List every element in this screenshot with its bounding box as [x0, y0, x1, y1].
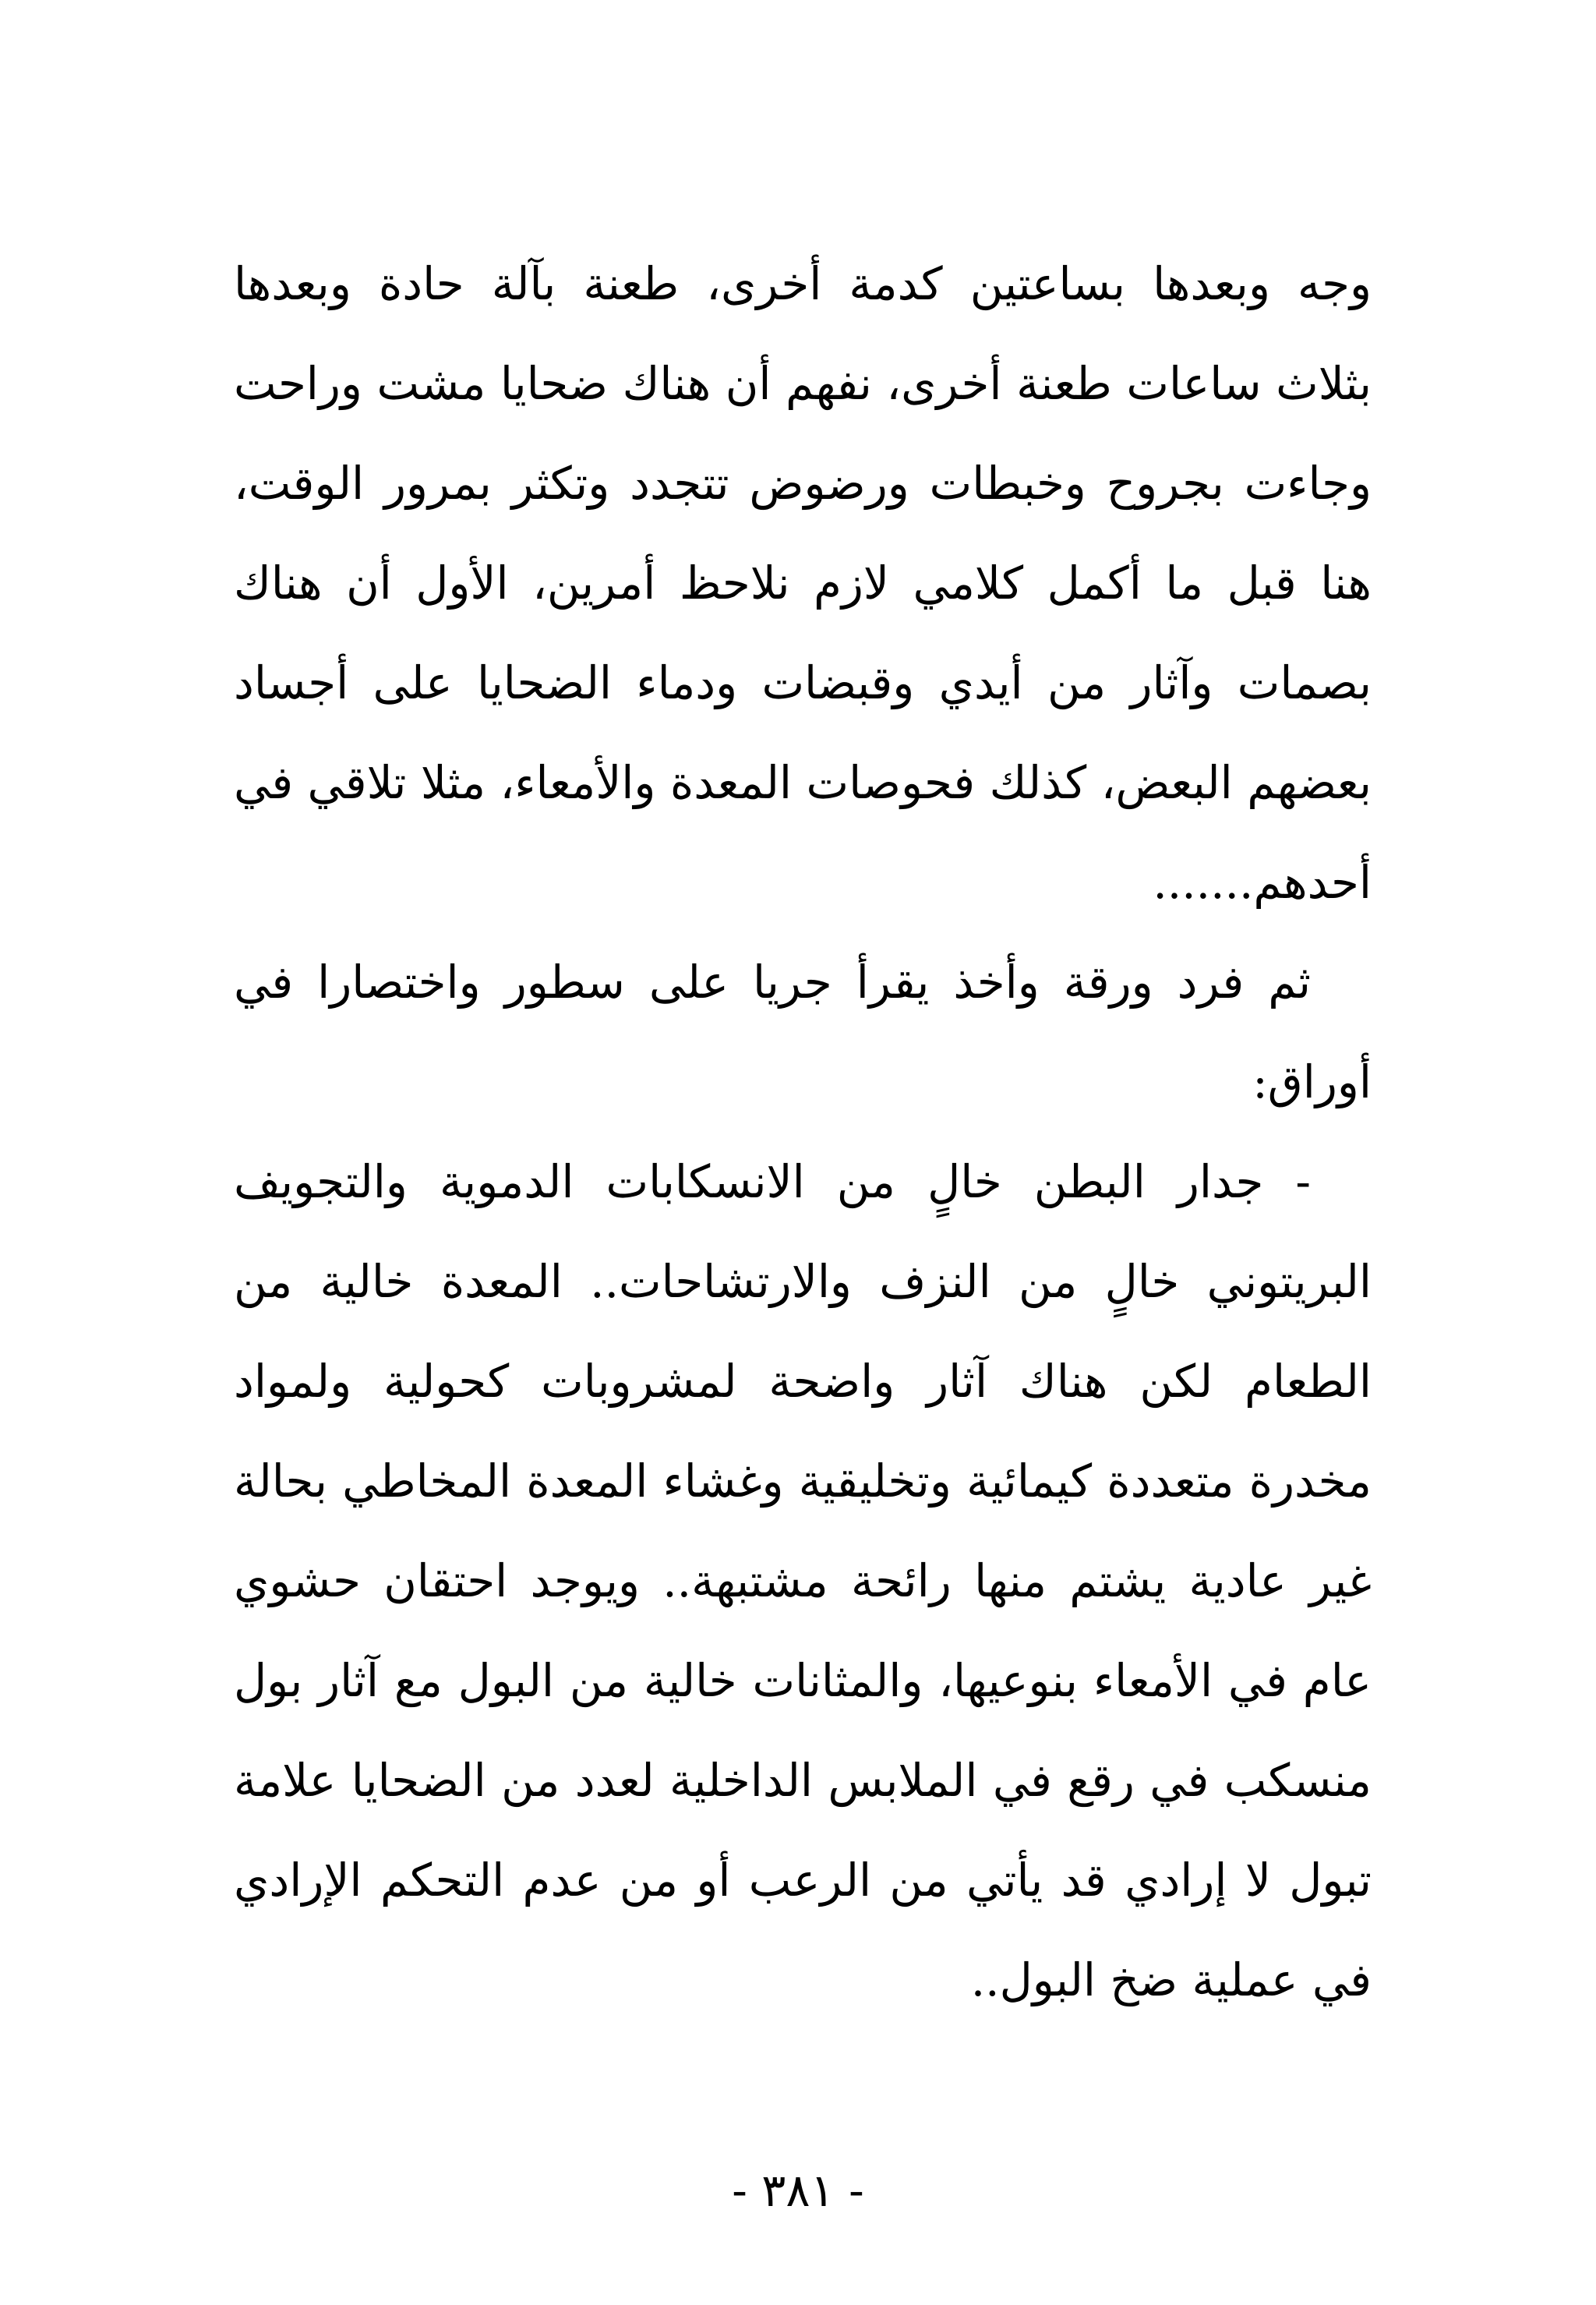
paragraph-3: - جدار البطن خالٍ من الانسكابات الدموية والتجويف البريتوني خالٍ من النزف والارتشاحات.. المعدة خالية من الطعام لكن هناك آثار واضحة لمشروبات كحولية ولمواد مخدرة متعددة كيمائية وتخليقية وغشاء المعدة المخاطي بحالة غير عادية يشتم منها رائحة مشتبهة.. ويوجد احتقان حشوي عام في الأمعاء بنوعيها، والمثانات خالية من البول مع آثار بول منسكب في رقع في الملابس الداخلية لعدد من الضحايا علامة تبول لا إرادي قد يأتي من الرعب أو من عدم التحكم الإرادي في عملية ضخ البول.. [234, 1155, 1372, 2006]
paragraph-1: وجه وبعدها بساعتين كدمة أخرى، طعنة بآلة حادة وبعدها بثلاث ساعات طعنة أخرى، نفهم أن هناك ضحايا مشت وراحت وجاءت بجروح وخبطات ورضوض تتجدد وتكثر بمرور الوقت، هنا قبل ما أكمل كلامي لازم نلاحظ أمرين، الأول أن هناك بصمات وآثار من أيدي وقبضات ودماء الضحايا على أجساد بعضهم البعض، كذلك فحوصات المعدة والأمعاء، مثلا تلاقي في أحدهم....... [234, 257, 1372, 909]
page-number: - ٣٨١ - [732, 2164, 864, 2217]
paragraph-2: ثم فرد ورقة وأخذ يقرأ جريا على سطور واختصارا في أوراق: [234, 956, 1372, 1108]
body-text [234, 234, 1372, 2030]
